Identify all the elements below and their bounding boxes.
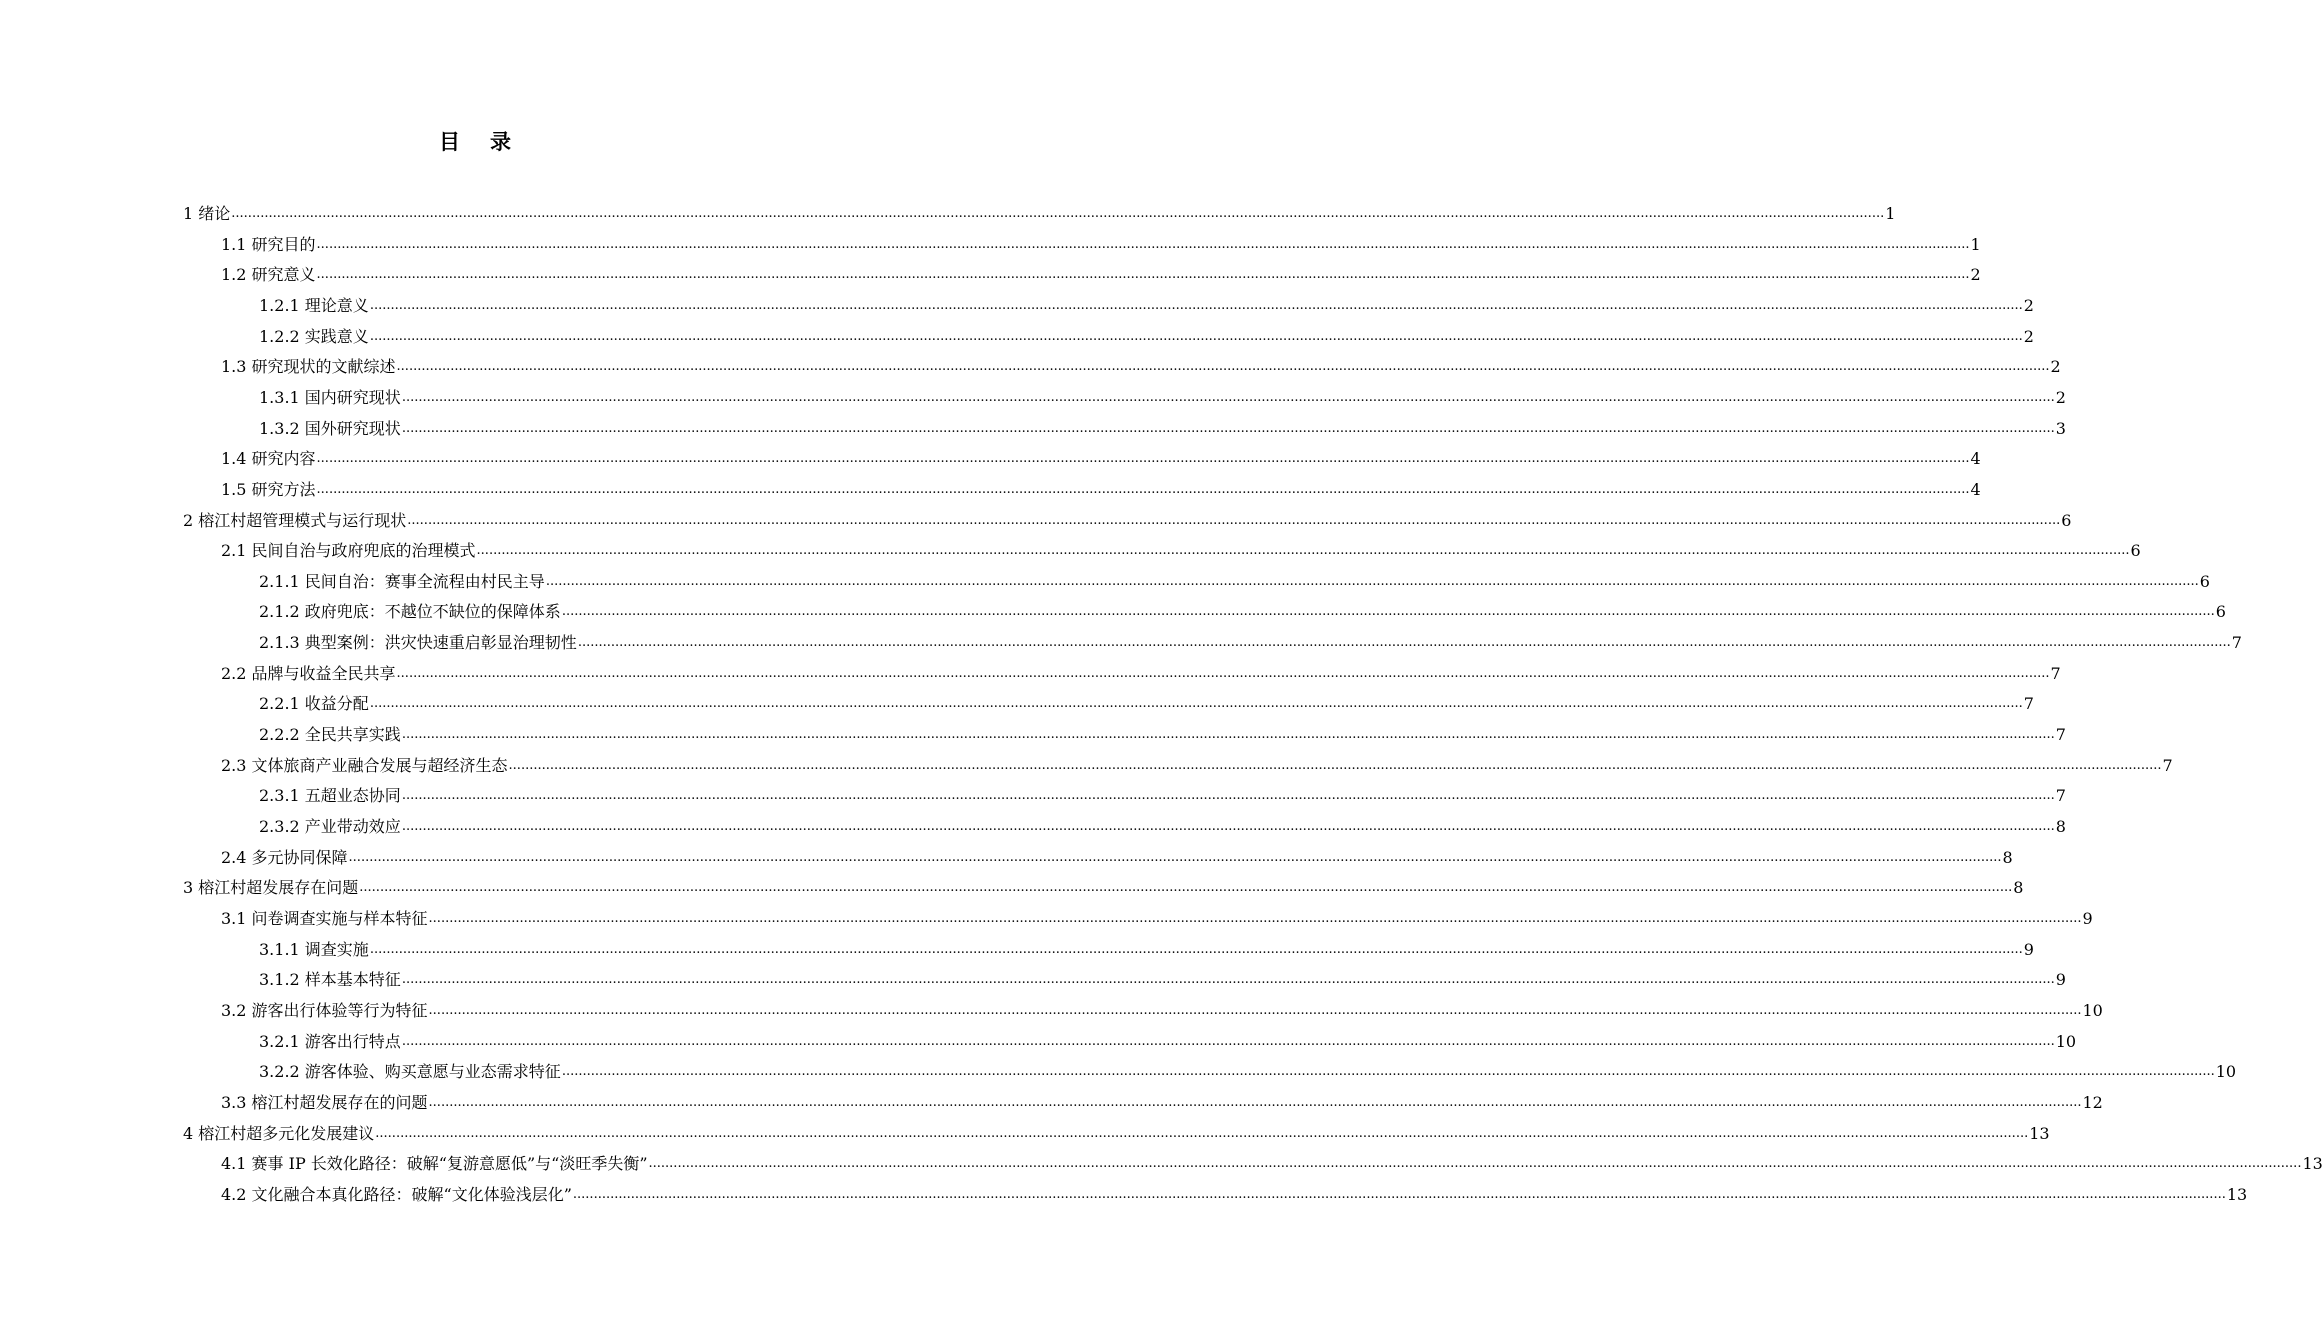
toc-leader-dots: ................................................................................................................................................................................................................................................................................................................................................................................................................ <box>401 819 2055 834</box>
toc-entry-label: 2.4 多元协同保障 <box>221 847 348 867</box>
toc-entry[interactable] <box>183 873 2024 903</box>
toc-entry[interactable] <box>221 475 1981 505</box>
toc-entry-label: 1.3.2 国外研究现状 <box>259 418 401 438</box>
toc-entry-label: 1.4 研究内容 <box>221 449 316 469</box>
toc-entry-label: 3.3 榕江村超发展存在的问题 <box>221 1092 428 1112</box>
toc-entry-label: 1.5 研究方法 <box>221 479 316 499</box>
toc-leader-dots: ................................................................................................................................................................................................................................................................................................................................................................................................................ <box>316 267 1970 283</box>
toc-entry-page: 7 <box>2055 725 2066 745</box>
toc-entry-page: 10 <box>2215 1062 2237 1082</box>
toc-leader-dots: ................................................................................................................................................................................................................................................................................................................................................................................................................ <box>407 512 2061 528</box>
toc-entry-label: 4.2 文化融合本真化路径：破解“文化体验浅层化” <box>221 1184 572 1204</box>
toc-entry-label: 1 绪论 <box>183 204 231 223</box>
toc-leader-dots: ................................................................................................................................................................................................................................................................................................................................................................................................................ <box>561 604 2215 620</box>
toc-leader-dots: ................................................................................................................................................................................................................................................................................................................................................................................................................ <box>369 328 2023 344</box>
toc-entry[interactable] <box>259 414 2066 444</box>
toc-entry-page: 12 <box>2082 1092 2103 1112</box>
toc-entry[interactable] <box>221 1180 2248 1210</box>
toc-leader-dots: ................................................................................................................................................................................................................................................................................................................................................................................................................ <box>396 665 2050 681</box>
toc-entry[interactable] <box>259 291 2034 321</box>
toc-entry-label: 4 榕江村超多元化发展建议 <box>183 1123 375 1143</box>
toc-entry[interactable] <box>259 383 2066 413</box>
toc-entry-label: 3.2.2 游客体验、购买意愿与业态需求特征 <box>259 1062 561 1082</box>
toc-entry[interactable] <box>259 597 2226 627</box>
toc-leader-dots: ................................................................................................................................................................................................................................................................................................................................................................................................................ <box>316 481 1970 497</box>
toc-entry-page: 2 <box>2050 357 2061 377</box>
toc-entry[interactable] <box>259 812 2066 842</box>
toc-entry-label: 2.3.1 五超业态协同 <box>259 786 401 806</box>
toc-title-right: 录 <box>490 130 511 154</box>
toc-entry-label: 2.1 民间自治与政府兜底的治理模式 <box>221 541 476 561</box>
toc-leader-dots: ................................................................................................................................................................................................................................................................................................................................................................................................................ <box>401 788 2055 804</box>
toc-entry-label: 3.2 游客出行体验等行为特征 <box>221 1000 428 1020</box>
toc-leader-dots: ................................................................................................................................................................................................................................................................................................................................................................................................................ <box>545 573 2199 589</box>
toc-leader-dots: ................................................................................................................................................................................................................................................................................................................................................................................................................ <box>401 389 2055 405</box>
toc-leader-dots: ................................................................................................................................................................................................................................................................................................................................................................................................................ <box>428 1002 2082 1018</box>
toc-entry[interactable] <box>259 1027 2077 1057</box>
toc-leader-dots: ................................................................................................................................................................................................................................................................................................................................................................................................................ <box>401 972 2055 988</box>
toc-entry-page: 9 <box>2023 939 2034 959</box>
toc-entry-page: 4 <box>1970 479 1981 499</box>
toc-leader-dots: ................................................................................................................................................................................................................................................................................................................................................................................................................ <box>369 696 2023 712</box>
toc-leader-dots: ................................................................................................................................................................................................................................................................................................................................................................................................................ <box>316 451 1970 467</box>
toc-entry[interactable] <box>221 659 2061 689</box>
toc-entry[interactable] <box>259 720 2066 750</box>
toc-entry[interactable] <box>221 1149 2323 1179</box>
toc-entry-label: 1.2.1 理论意义 <box>259 295 369 315</box>
toc-entry-page: 10 <box>2055 1031 2077 1051</box>
toc-title-left: 目 <box>439 130 460 154</box>
toc-entry[interactable] <box>221 352 2061 382</box>
toc-entry-page: 8 <box>2055 817 2066 836</box>
toc-leader-dots: ................................................................................................................................................................................................................................................................................................................................................................................................................ <box>369 297 2023 313</box>
toc-entry[interactable] <box>183 506 2072 536</box>
toc-entry[interactable] <box>221 1088 2103 1118</box>
toc-entry-page: 2 <box>2023 295 2034 315</box>
toc-entry[interactable] <box>259 781 2066 811</box>
toc-entry[interactable] <box>221 260 1981 290</box>
toc-leader-dots: ................................................................................................................................................................................................................................................................................................................................................................................................................ <box>648 1156 2302 1172</box>
toc-entry-page: 7 <box>2231 633 2242 653</box>
toc-entry-label: 3.1 问卷调查实施与样本特征 <box>221 908 428 928</box>
toc-entry[interactable] <box>221 843 2013 873</box>
toc-leader-dots: ................................................................................................................................................................................................................................................................................................................................................................................................................ <box>231 206 1885 221</box>
toc-entry[interactable] <box>183 1119 2050 1149</box>
toc-leader-dots: ................................................................................................................................................................................................................................................................................................................................................................................................................ <box>369 941 2023 957</box>
toc-leader-dots: ................................................................................................................................................................................................................................................................................................................................................................................................................ <box>396 359 2050 375</box>
toc-entry-label: 2.3.2 产业带动效应 <box>259 817 401 836</box>
toc-entry-page: 2 <box>2055 387 2066 407</box>
toc-leader-dots: ................................................................................................................................................................................................................................................................................................................................................................................................................ <box>375 1125 2029 1141</box>
toc-leader-dots: ................................................................................................................................................................................................................................................................................................................................................................................................................ <box>428 910 2082 926</box>
toc-entry[interactable] <box>183 199 1896 229</box>
toc-entry[interactable] <box>259 689 2034 719</box>
toc-entry[interactable] <box>259 935 2034 965</box>
toc-entry-label: 3 榕江村超发展存在问题 <box>183 878 359 898</box>
toc-leader-dots: ................................................................................................................................................................................................................................................................................................................................................................................................................ <box>476 543 2130 559</box>
toc-entry-label: 3.1.1 调查实施 <box>259 939 369 959</box>
toc-entry[interactable] <box>221 536 2141 566</box>
toc-entry[interactable] <box>259 322 2034 352</box>
toc-entry-label: 2.2.2 全民共享实践 <box>259 725 401 745</box>
toc-entry[interactable] <box>221 904 2093 934</box>
toc-entry[interactable] <box>221 996 2103 1026</box>
toc-leader-dots: ................................................................................................................................................................................................................................................................................................................................................................................................................ <box>572 1186 2226 1202</box>
toc-entry-page: 10 <box>2082 1000 2103 1020</box>
toc-entry-page: 8 <box>2002 847 2013 867</box>
toc-entry-label: 1.1 研究目的 <box>221 234 316 254</box>
toc-entry[interactable] <box>259 965 2066 995</box>
toc-entry[interactable] <box>221 751 2173 781</box>
toc-entry-label: 2.1.2 政府兜底：不越位不缺位的保障体系 <box>259 602 561 622</box>
toc-entry-label: 2.3 文体旅商产业融合发展与超经济生态 <box>221 755 508 775</box>
toc-entry-page: 7 <box>2050 663 2061 683</box>
toc-entry[interactable] <box>259 628 2242 658</box>
toc-leader-dots: ................................................................................................................................................................................................................................................................................................................................................................................................................ <box>428 1094 2082 1110</box>
toc-entry[interactable] <box>221 230 1981 260</box>
toc-entry-label: 1.2 研究意义 <box>221 265 316 285</box>
toc-entry-page: 7 <box>2162 755 2173 775</box>
toc-entry[interactable] <box>221 444 1981 474</box>
toc-entry-label: 3.2.1 游客出行特点 <box>259 1031 401 1051</box>
toc-entry-page: 4 <box>1970 449 1981 469</box>
toc-entry-label: 2 榕江村超管理模式与运行现状 <box>183 510 407 530</box>
toc-entry-label: 1.3.1 国内研究现状 <box>259 387 401 407</box>
toc-entry-page: 6 <box>2199 571 2210 591</box>
toc-entry-page: 13 <box>2302 1154 2323 1174</box>
toc-leader-dots: ................................................................................................................................................................................................................................................................................................................................................................................................................ <box>359 880 2013 896</box>
toc-entry-page: 9 <box>2082 908 2093 928</box>
toc-leader-dots: ................................................................................................................................................................................................................................................................................................................................................................................................................ <box>561 1064 2215 1080</box>
toc-entry-page: 6 <box>2061 510 2072 530</box>
toc-entry-page: 1 <box>1885 204 1896 223</box>
toc-entry-label: 3.1.2 样本基本特征 <box>259 970 401 990</box>
toc-entry-page: 7 <box>2023 694 2034 714</box>
toc-entry-label: 2.1.3 典型案例：洪灾快速重启彰显治理韧性 <box>259 633 577 653</box>
toc-entry[interactable] <box>259 1057 2237 1087</box>
toc-leader-dots: ................................................................................................................................................................................................................................................................................................................................................................................................................ <box>348 849 2002 865</box>
toc-entry-label: 4.1 赛事 IP 长效化路径：破解“复游意愿低”与“淡旺季失衡” <box>221 1154 648 1174</box>
toc-entry-label: 1.3 研究现状的文献综述 <box>221 357 396 377</box>
toc-entry[interactable] <box>259 567 2210 597</box>
toc-entry-page: 1 <box>1970 234 1981 254</box>
toc-leader-dots: ................................................................................................................................................................................................................................................................................................................................................................................................................ <box>316 236 1970 252</box>
toc-entry-page: 13 <box>2226 1184 2248 1204</box>
toc-leader-dots: ................................................................................................................................................................................................................................................................................................................................................................................................................ <box>401 727 2055 743</box>
toc-entry-label: 2.2.1 收益分配 <box>259 694 369 714</box>
toc-leader-dots: ................................................................................................................................................................................................................................................................................................................................................................................................................ <box>577 635 2231 651</box>
toc-entry-page: 9 <box>2055 970 2066 990</box>
toc-entry-page: 13 <box>2029 1123 2050 1143</box>
toc-leader-dots: ................................................................................................................................................................................................................................................................................................................................................................................................................ <box>401 1033 2055 1049</box>
toc-entry-label: 1.2.2 实践意义 <box>259 326 369 346</box>
toc-title <box>0 126 950 156</box>
toc-leader-dots: ................................................................................................................................................................................................................................................................................................................................................................................................................ <box>401 420 2055 436</box>
toc-entry-page: 7 <box>2055 786 2066 806</box>
toc-entry-page: 8 <box>2013 878 2024 898</box>
toc-entry-label: 2.2 品牌与收益全民共享 <box>221 663 396 683</box>
toc-entry-page: 2 <box>1970 265 1981 285</box>
toc-entry-page: 2 <box>2023 326 2034 346</box>
toc-entry-page: 3 <box>2055 418 2066 438</box>
toc-entry-label: 2.1.1 民间自治：赛事全流程由村民主导 <box>259 571 545 591</box>
toc-entry-page: 6 <box>2130 541 2141 561</box>
toc-entry-page: 6 <box>2215 602 2226 622</box>
toc-leader-dots: ................................................................................................................................................................................................................................................................................................................................................................................................................ <box>508 757 2162 773</box>
